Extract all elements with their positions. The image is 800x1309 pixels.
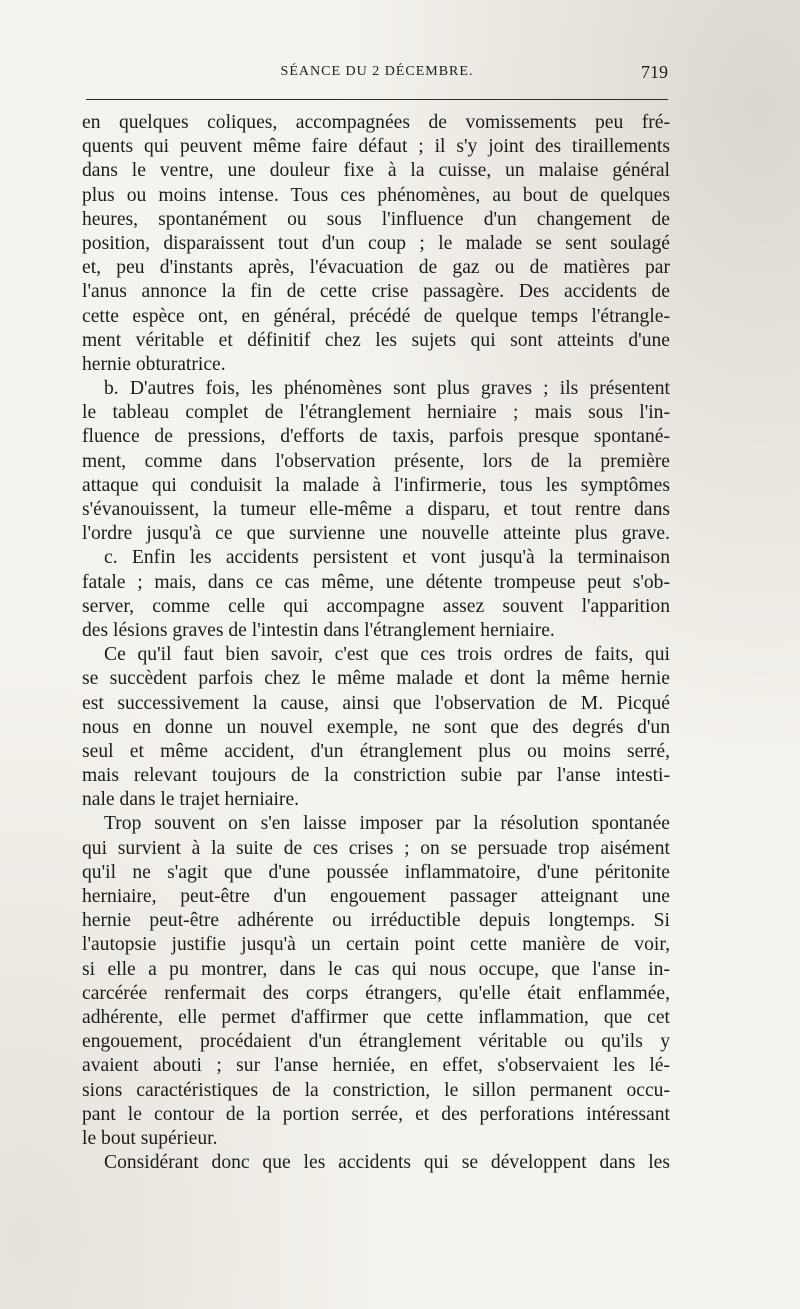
text-line: nous en donne un nouvel exemple, ne sont que des degrés d'un: [82, 716, 670, 738]
text-line: fatale ; mais, dans ce cas même, une détente trompeuse peut s'ob-: [82, 571, 670, 593]
running-title: SÉANCE DU 2 DÉCEMBRE.: [280, 64, 474, 79]
text-line: b. D'autres fois, les phénomènes sont plus graves ; ils présentent: [104, 378, 670, 400]
text-line: se succèdent parfois chez le même malade et dont la même hernie: [82, 668, 670, 690]
text-line: fluence de pressions, d'efforts de taxis, parfois presque spontané-: [82, 426, 670, 448]
text-line: nale dans le trajet herniaire.: [82, 789, 300, 811]
text-line: Ce qu'il faut bien savoir, c'est que ces trois ordres de faits, qui: [104, 644, 670, 666]
text-line: et, peu d'instants après, l'évacuation de gaz ou de matières par: [82, 257, 670, 279]
text-line: ment véritable et définitif chez les sujets qui sont atteints d'une: [82, 329, 670, 351]
text-line: s'évanouissent, la tumeur elle-même a disparu, et tout rentre dans: [82, 499, 670, 520]
text-line: est successivement la cause, ainsi que l'observation de M. Picqué: [82, 692, 670, 714]
text-line: c. Enfin les accidents persistent et vont jusqu'à la terminaison: [104, 547, 670, 569]
text-line: cette espèce ont, en général, précédé de quelque temps l'étrangle-: [82, 305, 670, 327]
text-line: quents qui peuvent même faire défaut ; il s'y joint des tiraillements: [82, 136, 670, 158]
page-number: 719: [641, 62, 668, 82]
text-line: hernie obturatrice.: [82, 353, 226, 375]
text-line: ment, comme dans l'observation présente, lors de la première: [82, 450, 670, 472]
text-line: position, disparaissent tout d'un coup ; le malade se sent soulagé: [82, 232, 670, 254]
page-header: [86, 62, 668, 86]
text-line: Considérant donc que les accidents qui se développent dans les: [104, 1152, 670, 1174]
header-rule: [86, 99, 668, 100]
text-line: Trop souvent on s'en laisse imposer par la résolution spontanée: [104, 813, 670, 835]
text-line: l'ordre jusqu'à ce que survienne une nouvelle atteinte plus grave.: [82, 523, 670, 545]
text-line: herniaire, peut-être d'un engouement passager atteignant une: [82, 886, 670, 907]
text-line: seul et même accident, d'un étranglement plus ou moins serré,: [82, 740, 670, 762]
text-line: avaient abouti ; sur l'anse herniée, en effet, s'observaient les lé-: [82, 1055, 670, 1077]
text-line: en quelques coliques, accompagnées de vomissements peu fré-: [82, 112, 670, 133]
text-line: qui survient à la suite de ces crises ; on se persuade trop aisément: [82, 837, 670, 859]
text-line: l'anus annonce la fin de cette crise passagère. Des accidents de: [82, 281, 670, 303]
text-line: dans le ventre, une douleur fixe à la cuisse, un malaise général: [82, 160, 670, 182]
text-line: le bout supérieur.: [82, 1127, 218, 1149]
text-line: attaque qui conduisit la malade à l'infirmerie, tous les symptômes: [82, 474, 670, 496]
text-line: des lésions graves de l'intestin dans l'étranglement herniaire.: [82, 619, 555, 641]
text-line: sions caractéristiques de la constriction, le sillon permanent occu-: [82, 1079, 670, 1101]
text-line: adhérente, elle permet d'affirmer que cette inflammation, que cet: [82, 1006, 670, 1028]
text-line: server, comme celle qui accompagne assez souvent l'apparition: [82, 595, 670, 617]
text-line: si elle a pu montrer, dans le cas qui nous occupe, que l'anse in-: [82, 958, 670, 980]
text-line: l'autopsie justifie jusqu'à un certain point cette manière de voir,: [82, 934, 670, 956]
text-line: engouement, procédaient d'un étranglement véritable ou qu'ils y: [82, 1031, 670, 1053]
text-line: heures, spontanément ou sous l'influence d'un changement de: [82, 208, 670, 230]
text-line: carcérée renfermait des corps étrangers, qu'elle était enflammée,: [82, 982, 670, 1004]
text-line: le tableau complet de l'étranglement herniaire ; mais sous l'in-: [82, 402, 670, 424]
text-line: hernie peut-être adhérente ou irréductible depuis longtemps. Si: [82, 910, 670, 932]
text-line: pant le contour de la portion serrée, et des perforations intéressant: [82, 1103, 670, 1125]
text-line: mais relevant toujours de la constriction subie par l'anse intesti-: [82, 765, 670, 787]
text-line: plus ou moins intense. Tous ces phénomènes, au bout de quelques: [82, 184, 670, 206]
text-line: qu'il ne s'agit que d'une poussée inflammatoire, d'une péritonite: [82, 861, 670, 883]
body-text: [82, 111, 670, 1175]
